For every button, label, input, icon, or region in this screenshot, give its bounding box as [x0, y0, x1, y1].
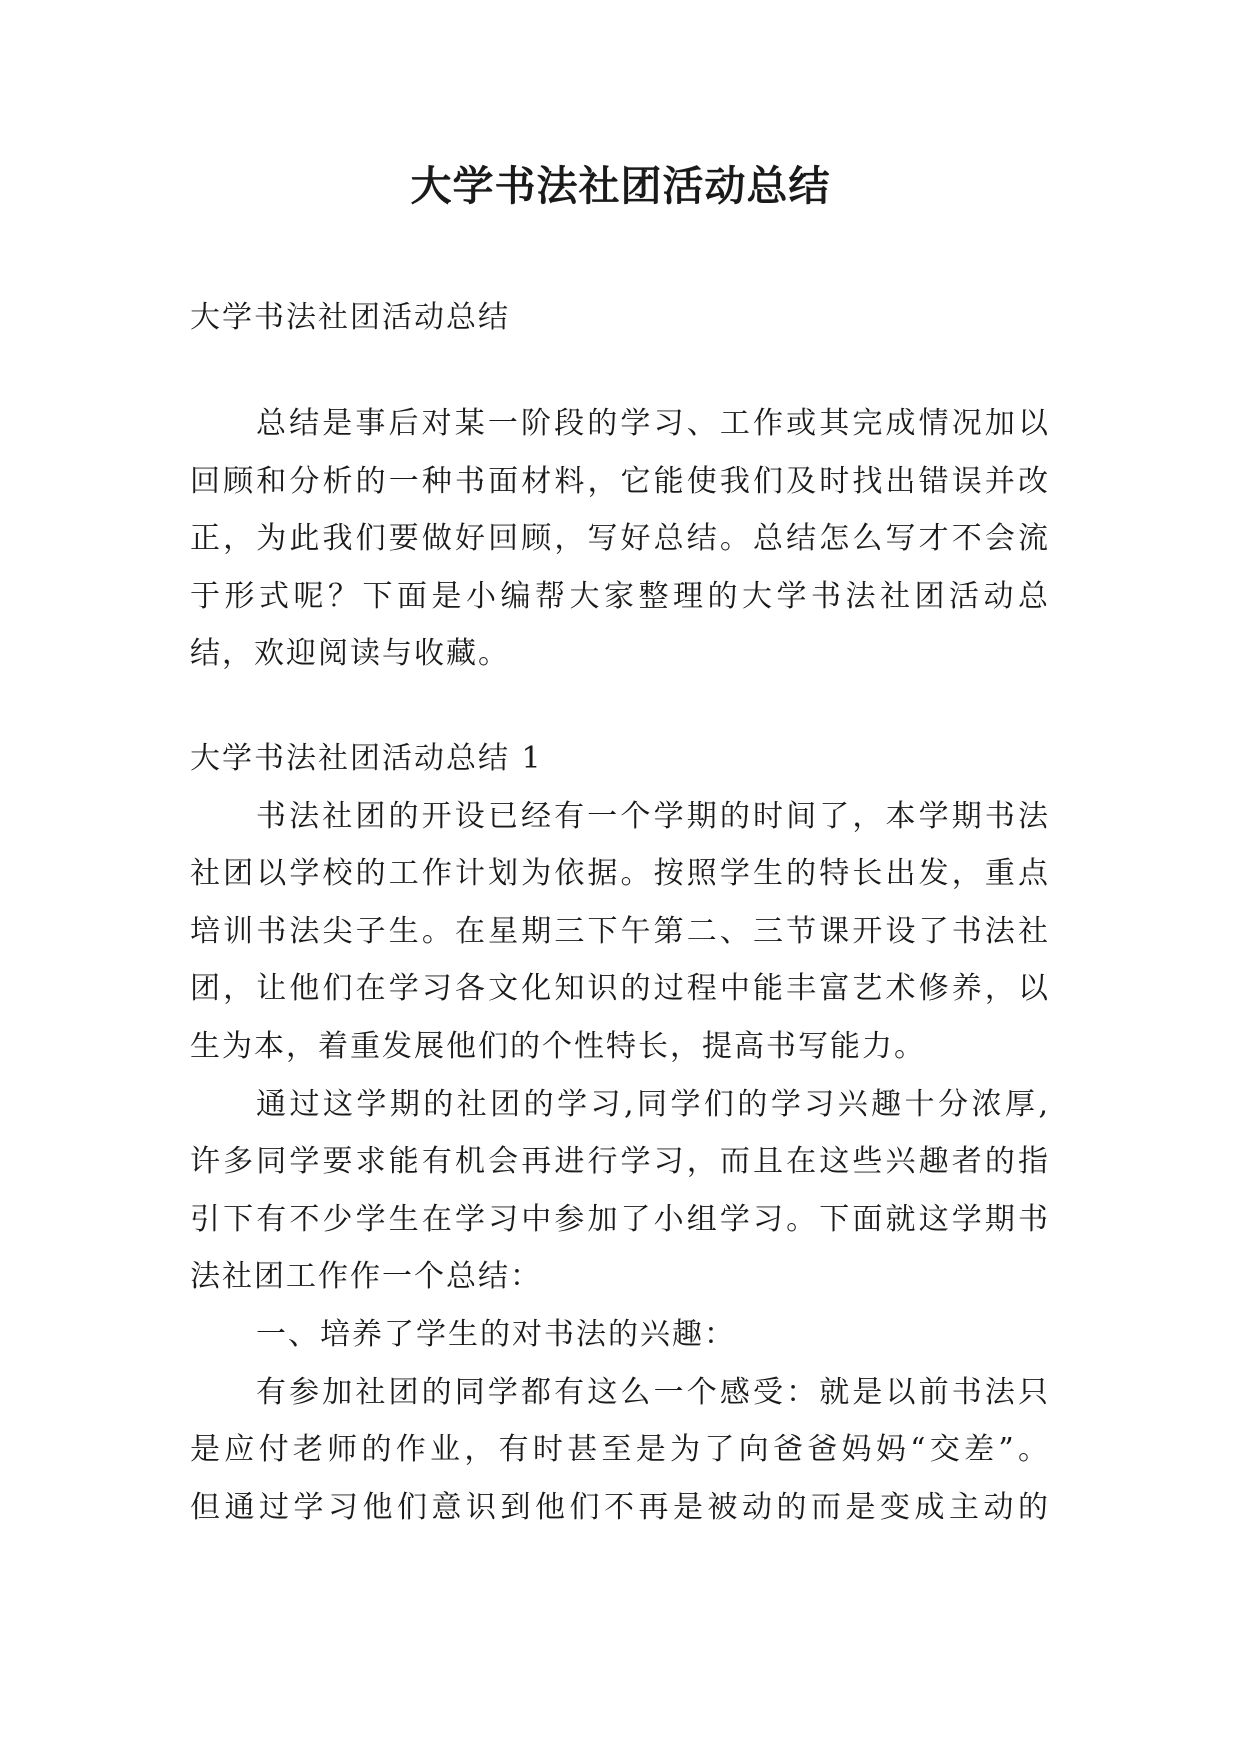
section-heading: 大学书法社团活动总结 1 [190, 741, 543, 776]
intro-line: 总结是事后对某一阶段的学习、工作或其完成情况加以 [256, 406, 1050, 441]
intro-line: 回顾和分析的一种书面材料，它能使我们及时找出错误并改 [190, 464, 1050, 499]
point-heading: 一、培养了学生的对书法的兴趣： [256, 1317, 736, 1352]
body-line: 有参加社团的同学都有这么一个感受：就是以前书法只 [256, 1375, 1050, 1410]
body-line: 团，让他们在学习各文化知识的过程中能丰富艺术修养，以 [190, 971, 1050, 1006]
body-line: 生为本，着重发展他们的个性特长，提高书写能力。 [190, 1029, 926, 1064]
intro-line: 结，欢迎阅读与收藏。 [190, 636, 510, 671]
document-title: 大学书法社团活动总结 [410, 162, 831, 210]
body-line: 培训书法尖子生。在星期三下午第二、三节课开设了书法社 [190, 914, 1050, 949]
intro-line: 正，为此我们要做好回顾，写好总结。总结怎么写才不会流 [190, 521, 1050, 556]
body-line: 法社团工作作一个总结： [190, 1259, 542, 1294]
intro-line: 于形式呢？下面是小编帮大家整理的大学书法社团活动总 [190, 579, 1050, 614]
body-line: 许多同学要求能有机会再进行学习，而且在这些兴趣者的指 [190, 1144, 1050, 1179]
body-line: 通过这学期的社团的学习,同学们的学习兴趣十分浓厚, [256, 1087, 1050, 1122]
body-line: 是应付老师的作业，有时甚至是为了向爸爸妈妈“交差”。 [190, 1432, 1050, 1467]
body-line: 引下有不少学生在学习中参加了小组学习。下面就这学期书 [190, 1202, 1050, 1237]
body-line: 但通过学习他们意识到他们不再是被动的而是变成主动的 [190, 1490, 1050, 1525]
body-line: 书法社团的开设已经有一个学期的时间了，本学期书法 [256, 799, 1050, 834]
body-line: 社团以学校的工作计划为依据。按照学生的特长出发，重点 [190, 856, 1050, 891]
document-subtitle: 大学书法社团活动总结 [190, 300, 510, 335]
